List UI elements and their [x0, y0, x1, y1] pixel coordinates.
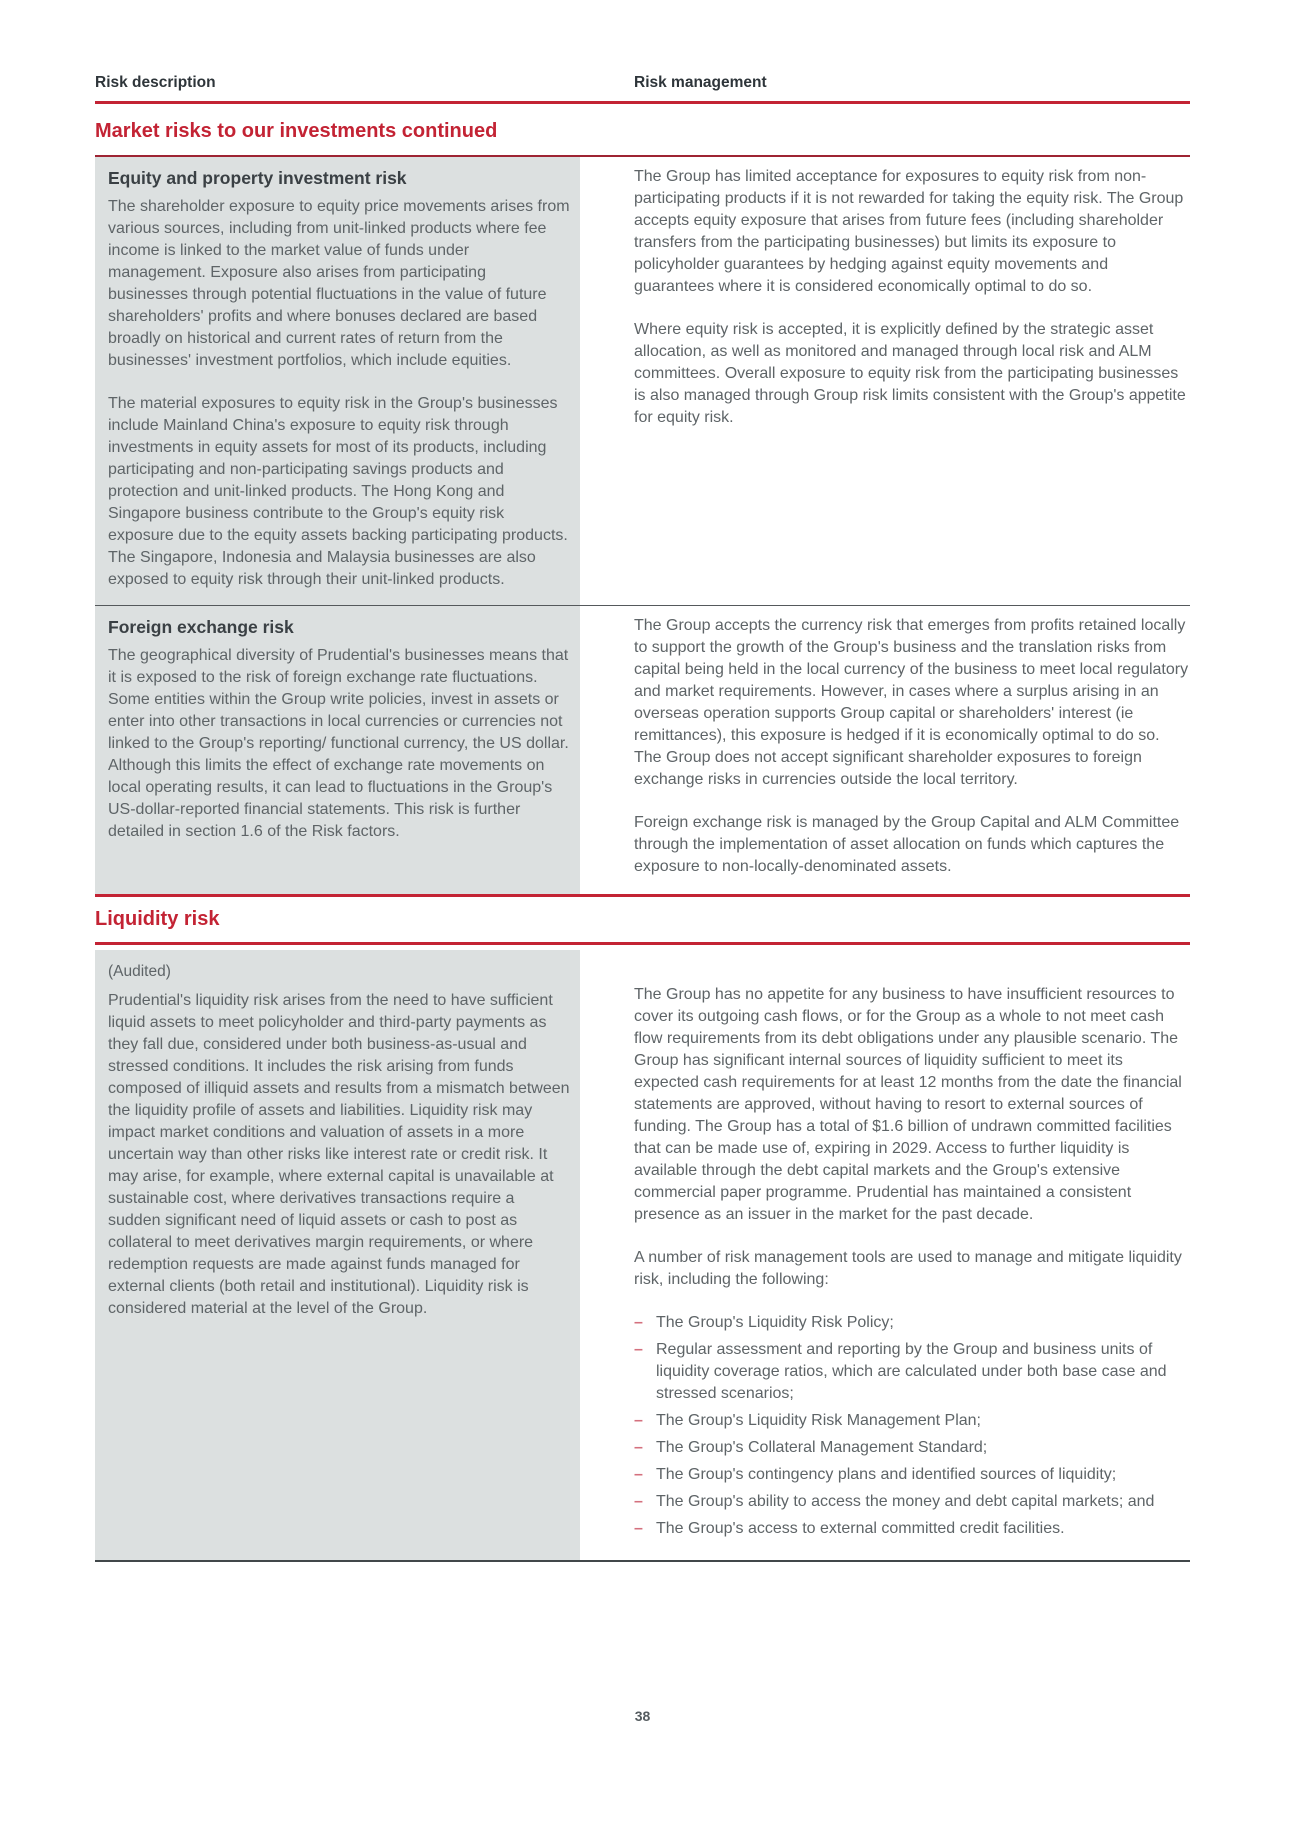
bullet-item: – The Group's Liquidity Risk Policy; — [634, 1312, 1190, 1334]
risk-heading: Foreign exchange risk — [108, 617, 294, 637]
row-equity-property-risk — [95, 157, 1190, 605]
paragraph: Where equity risk is accepted, it is explicitly defined by the strategic asset allocation, as well as monitored and managed through local risk and ALM committees. Overall exposure to equity risk from the participating businesses is also managed through Group risk limits consistent with the Group's appetite for equity risk. — [634, 321, 1186, 426]
risk-management-cell — [580, 157, 1190, 605]
risk-heading: Equity and property investment risk — [108, 168, 407, 188]
bullet-item: – The Group's contingency plans and identified sources of liquidity; — [634, 1464, 1190, 1486]
paragraph: The Group has limited acceptance for exposures to equity risk from non-participating products if it is not rewarded for taking the equity risk. The Group accepts equity exposure that arises from future fees (including shareholder transfers from the participating businesses) but limits its exposure to policyholder guarantees by hedging against equity movements and guarantees where it is considered economically optimal to do so. — [634, 168, 1184, 295]
bullet-item: – Regular assessment and reporting by the Group and business units of liquidity coverage ratios, which are calculated under both base case and stressed scenarios; — [634, 1339, 1190, 1405]
liquidity-risk-banner — [95, 894, 1190, 945]
risk-description-cell — [95, 606, 580, 894]
bullet-item: – The Group's ability to access the money and debt capital markets; and — [634, 1491, 1190, 1513]
section-title-market-risks: Market risks to our investments continued — [95, 120, 498, 142]
section-title-liquidity-risk: Liquidity risk — [95, 908, 220, 930]
paragraph: The shareholder exposure to equity price movements arises from various sources, including from unit-linked products where fee income is linked to the market value of funds under management. Exposure also arises from participating businesses through potential fluctuations in the value of future shareholders' profits and where bonuses declared are based broadly on historical and current rates of return from the businesses' investment portfolios, which include equities. — [108, 198, 570, 369]
liquidity-risk-table — [95, 950, 1190, 1562]
paragraph: The material exposures to equity risk in the Group's businesses include Mainland China's exposure to equity risk through investments in equity assets for most of its products, including participating and non-participating savings products and protection and unit-linked products. The Hong Kong and Singapore business contribute to the Group's equity risk exposure due to the equity assets backing participating products. The Singapore, Indonesia and Malaysia businesses are also exposed to equity risk through their unit-linked products. — [108, 395, 568, 588]
paragraph: Prudential's liquidity risk arises from the need to have sufficient liquid assets to meet policyholder and third-party payments as they fall due, considered under both business-as-usual and stressed conditions. It includes the risk arising from funds composed of illiquid assets and results from a mismatch between the liquidity profile of assets and liabilities. Liquidity risk may impact market conditions and valuation of assets in a more uncertain way than other risks like interest rate or credit risk. It may arise, for example, where external capital is unavailable at sustainable cost, where derivatives transactions require a sudden significant need of liquid assets or cash to post as collateral to meet derivatives margin requirements, or where redemption requests are made against funds managed for external clients (both retail and institutional). Liquidity risk is considered material at the level of the Group. — [108, 992, 570, 1317]
row-foreign-exchange-risk — [95, 605, 1190, 894]
paragraph: The Group has no appetite for any business to have insufficient resources to cover its outgoing cash flows, or for the Group as a whole to not meet cash flow requirements from its debt obligations under any plausible scenario. The Group has significant internal sources of liquidity sufficient to meet its expected cash requirements for at least 12 months from the date the financial statements are approved, without having to resort to external sources of funding. The Group has a total of $1.6 billion of undrawn committed facilities that can be made use of, expiring in 2029. Access to further liquidity is available through the debt capital markets and the Group's extensive commercial paper programme. Prudential has maintained a consistent presence as an issuer in the market for the past decade. — [634, 986, 1182, 1223]
bullet-item: – The Group's Collateral Management Standard; — [634, 1437, 1190, 1459]
risk-management-cell — [580, 950, 1190, 1560]
risk-management-cell — [580, 606, 1190, 894]
audited-label: (Audited) — [108, 963, 171, 980]
column-header-risk-description: Risk description — [95, 74, 216, 91]
paragraph: Foreign exchange risk is managed by the Group Capital and ALM Committee through the implementation of asset allocation on funds which captures the exposure to non-locally-denominated assets. — [634, 814, 1180, 875]
bullet-item: – The Group's Liquidity Risk Management Plan; — [634, 1410, 1190, 1432]
paragraph: The Group accepts the currency risk that emerges from profits retained locally to support the growth of the Group's business and the translation risks from capital being held in the local currency of the business to meet local regulatory and market requirements. However, in cases where a surplus arising in an overseas operation supports Group capital or shareholders' interest (ie remittances), this exposure is hedged if it is economically optimal to do so. The Group does not accept significant shareholder exposures to foreign exchange risks in currencies outside the local territory. — [634, 617, 1189, 788]
table-column-headers — [95, 74, 1190, 104]
column-header-risk-management: Risk management — [634, 74, 767, 91]
paragraph: The geographical diversity of Prudential's businesses means that it is exposed to the risk of foreign exchange rate fluctuations. Some entities within the Group write policies, invest in assets or enter into other transactions in local currencies or currencies not linked to the Group's reporting/ functional currency, the US dollar. Although this limits the effect of exchange rate movements on local operating results, it can lead to fluctuations in the Group's US-dollar-reported financial statements. This risk is further detailed in section 1.6 of the Risk factors. — [108, 647, 569, 840]
risk-description-cell — [95, 157, 580, 605]
page-number: 38 — [634, 1708, 651, 1724]
row-liquidity-risk — [95, 950, 1190, 1560]
paragraph: A number of risk management tools are used to manage and mitigate liquidity risk, including the following: — [634, 1249, 1182, 1288]
market-risks-table — [95, 155, 1190, 894]
liquidity-tools-list — [634, 1312, 1190, 1540]
risk-description-cell — [95, 950, 580, 1560]
bullet-item: – The Group's access to external committed credit facilities. — [634, 1518, 1190, 1540]
